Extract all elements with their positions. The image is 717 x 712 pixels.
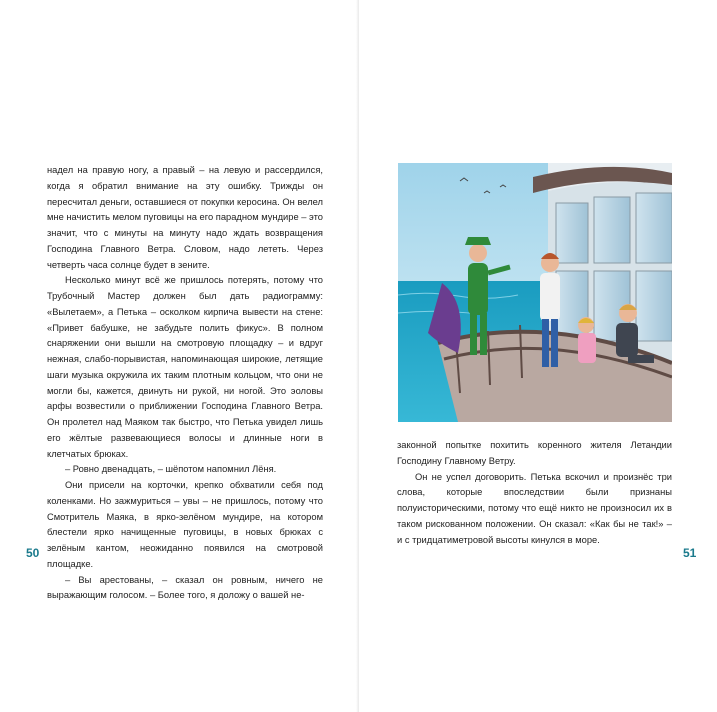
left-page [0, 0, 358, 712]
paragraph: – Вы арестованы, – сказал он ровным, ничего не выражающим голосом. – Более того, я доложу о вашей не- [47, 574, 323, 601]
paragraph: законной попытке похитить коренного жителя Летандии Господину Главному Ветру. [397, 440, 672, 466]
paragraph: Он не успел договорить. Петька вскочил и произнёс три слова, которые впоследствии были признаны полуисторическими, потому что ещё никто не произносил их в таком рискованном положении. Он сказал: «Как бы не так!» – и с тридцатиметровой высоты кинулся в море. [397, 471, 672, 545]
right-page-text [397, 438, 672, 548]
paragraph: надел на правую ногу, а правый – на левую и рассердился, когда я обратил внимание на эту ошибку. Трижды он пересчитал деньги, оставшиеся от покупки керосина. Он велел мне начистить мелом пуговицы на его парадном мундире – это значит, что с минуты на минуту надо ждать возвращения Господина Главного Ветра. Словом, надо лететь. Через четверть часа солнце будет в зените. [47, 165, 323, 270]
page-number-left: 50 [26, 546, 40, 560]
paragraph: Несколько минут всё же пришлось потерять, потому что Трубочный Мастер должен был дать радиограмму: «Вылетаем», а Петька – осколком кирпича вывести на стене: «Привет бабушке, не забудьте полить фикус». В полном снаряжении они вышли на смотровую площадку – и вдруг нежная, слабо-порывистая, напоминающая широкие, летящие шаги музыка окружила их таким плотным кольцом, что они не могли бы, кажется, двинуть ни рукой, ни ногой. Это эоловы арфы возвестили о приближении Господина Главного Ветра. Он пролетел над Маяком так быстро, что Петька увидел лишь его жёлтые развевающиеся волосы и длинные ноги в клетчатых брюках. [47, 275, 323, 459]
lighthouse-illustration [398, 163, 672, 422]
right-page [359, 0, 717, 712]
page-number-right: 51 [683, 546, 697, 560]
paragraph: Они присели на корточки, крепко обхватили себя под коленками. Но зажмуриться – увы – не пришлось, потому что Смотритель Маяка, в ярко-зелёном мундире, на котором блестели ярко начищенные пуговицы, в новых брюках с зелёным кантом, неожиданно появился на смотровой площадке. [47, 480, 323, 569]
left-page-text [47, 163, 323, 604]
paragraph: – Ровно двенадцать, – шёпотом напомнил Лёня. [65, 464, 277, 475]
